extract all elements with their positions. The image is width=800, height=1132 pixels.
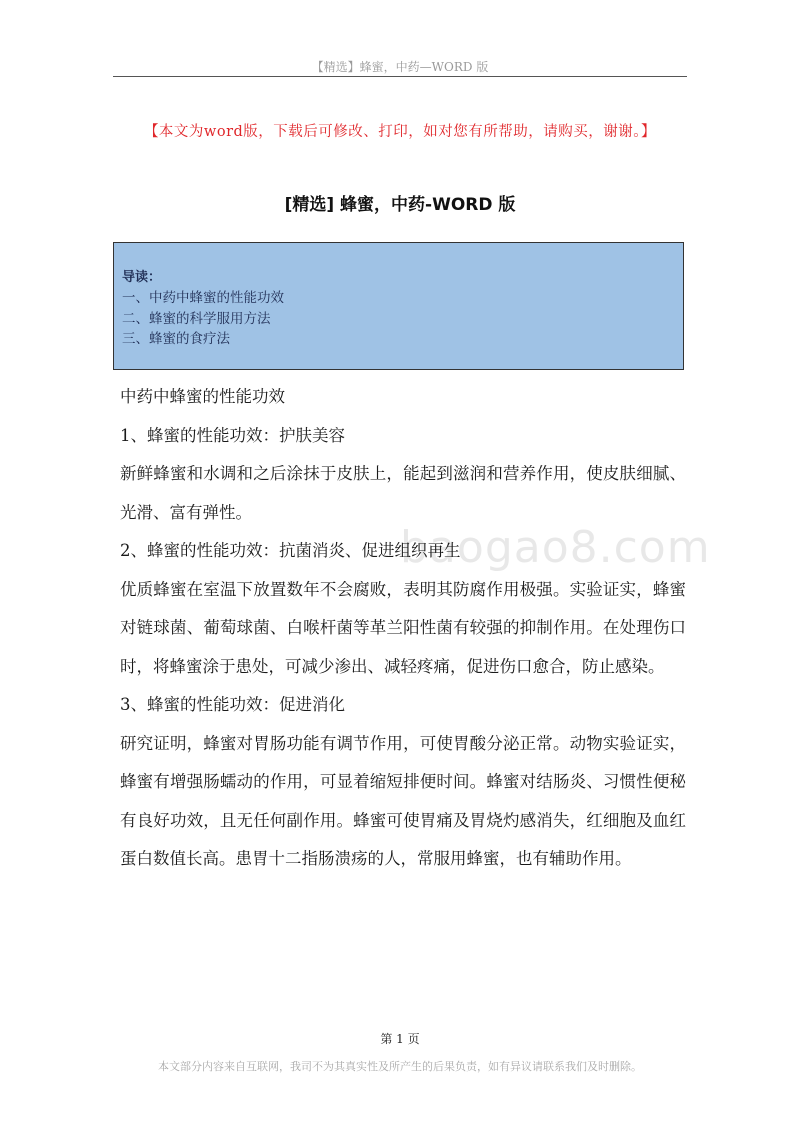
footer-disclaimer: 本文部分内容来自互联网，我司不为其真实性及所产生的后果负责，如有异议请联系我们及时删除。: [158, 1060, 642, 1073]
guide-heading: 导读：: [122, 270, 162, 285]
running-header: 【精选】蜂蜜，中药—WORD 版: [311, 60, 489, 74]
download-notice: 【本文为word版，下载后可修改、打印，如对您有所帮助，请购买，谢谢。】: [143, 124, 657, 140]
subheading-2: 2、蜂蜜的性能功效：抗菌消炎、促进组织再生: [120, 541, 461, 560]
subheading-1: 1、蜂蜜的性能功效：护肤美容: [120, 425, 345, 445]
paragraph-2: 优质蜂蜜在室温下放置数年不会腐败，表明其防腐作用极强。实验证实，蜂蜜对链球菌、葡萄球菌、白喉杆菌等革兰阳性菌有较强的抑制作用。在处理伤口时，将蜂蜜涂于患处，可减少渗出、减轻疼痛，促进伤口愈合，防止感染。: [120, 579, 686, 676]
paragraph-3: 研究证明，蜂蜜对胃肠功能有调节作用，可使胃酸分泌正常。动物实验证实，蜂蜜有增强肠蠕动的作用，可显着缩短排便时间。蜂蜜对结肠炎、习惯性便秘有良好功效，且无任何副作用。蜂蜜可使胃痛及胃烧灼感消失，红细胞及血红蛋白数值长高。患胃十二指肠溃疡的人，常服用蜂蜜，也有辅助作用。: [120, 733, 686, 868]
subheading-3: 3、蜂蜜的性能功效：促进消化: [120, 695, 345, 714]
watermark: baogao8.com: [400, 522, 711, 573]
guide-box: [113, 242, 684, 370]
document-body: [120, 378, 686, 879]
document-title: [精选] 蜂蜜，中药-WORD 版: [284, 195, 516, 215]
paragraph-1: 新鲜蜂蜜和水调和之后涂抹于皮肤上，能起到滋润和营养作用，使皮肤细腻、光滑、富有弹性。: [120, 464, 686, 522]
guide-item-2: 二、蜂蜜的科学服用方法: [122, 310, 271, 327]
page-number: 第 1 页: [380, 1032, 420, 1046]
guide-item-1: 一、中药中蜂蜜的性能功效: [122, 290, 284, 306]
section-heading: 中药中蜂蜜的性能功效: [120, 387, 285, 406]
header-divider: [113, 76, 687, 77]
guide-item-3: 三、蜂蜜的食疗法: [122, 331, 230, 347]
